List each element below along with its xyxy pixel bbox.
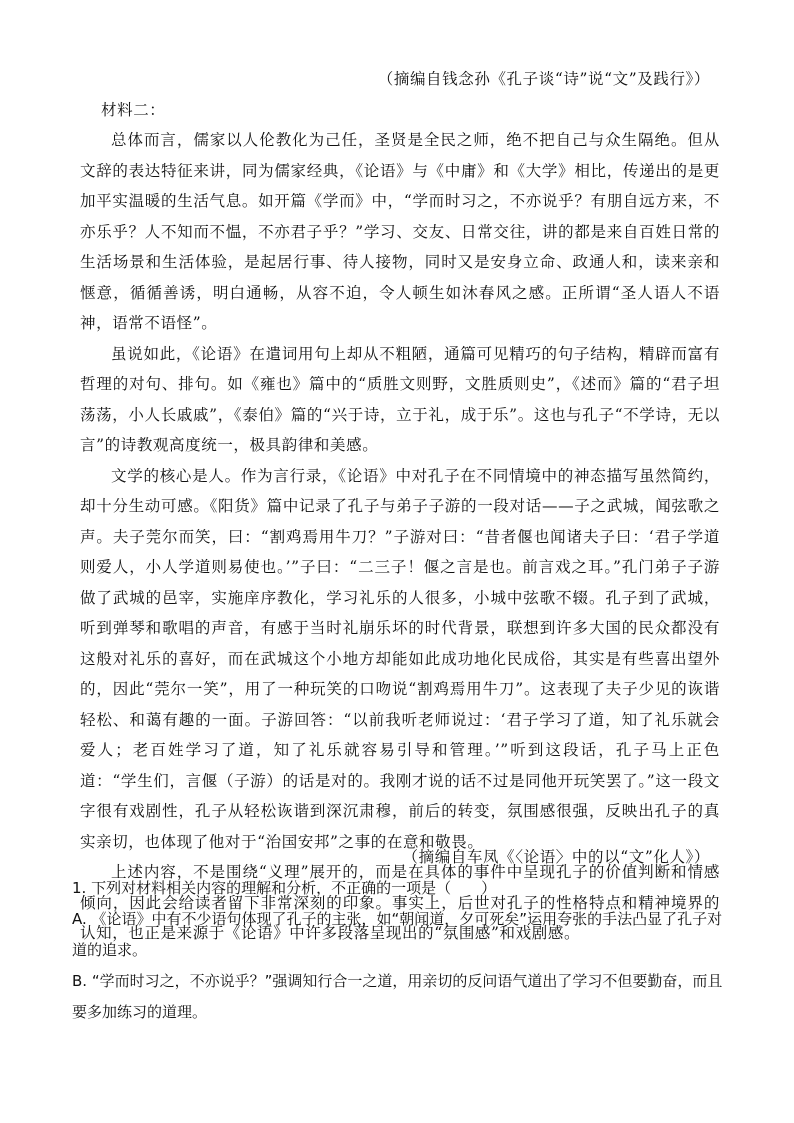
paragraph: 文学的核心是人。作为言行录，《论语》中对孔子在不同情境中的神态描写虽然简约，却十分生动可感。《阳货》篇中记录了孔子与弟子子游的一段对话——子之武城，闻弦歌之声。夫子莞尔而笑，曰：“割鸡焉用牛刀？”子游对曰：“昔者偃也闻诸夫子曰：‘君子学道则爱人，小人学道则易使也。’”子曰：“二三子！偃之言是也。前言戏之耳。”孔门弟子子游做了武城的邑宰，实施庠序教化，学习礼乐的人很多，小城中弦歌不辍。孔子到了武城，听到弹琴和歌唱的声音，有感于当时礼崩乐坏的时代背景，联想到许多大国的民众都没有这般对礼乐的喜好，而在武城这个小地方却能如此成功地化民成俗，其实是有些喜出望外的，因此“莞尔一笑”，用了一种玩笑的口吻说“割鸡焉用牛刀”。这表现了夫子少见的诙谐轻松、和蔼有趣的一面。子游回答：“以前我听老师说过：‘君子学习了道，知了礼乐就会爱人；老百姓学习了道，知了礼乐就容易引导和管理。’”听到这段话，孔子马上正色道：“学生们，言偃（子游）的话是对的。我刚才说的话不过是同他开玩笑罢了。”这一段文字很有戏剧性，孔子从轻松诙谐到深沉肃穆，前后的转变，氛围感很强，反映出孔子的真实亲切，也体现了他对于“治国安邦”之事的在意和敬畏。 [80,466,720,851]
source-citation-top: （摘编自钱念孙《孔子谈“诗”说“文”及践行》） [377,70,710,88]
option-b [72,966,728,1027]
source-citation-bottom: （摘编自车凤《〈论语〉中的以“文”化人》） [402,848,710,866]
paragraph: 上述内容，不是围绕“义理”展开的，而是在具体的事件中呈现孔子的价值判断和情感倾向，因此会给读者留下非常深刻的印象。事实上，后世对孔子的性格特点和精神境界的认知，也正是来源于《论语》中许多段落呈现出的“氛围感”和戏剧感。 [80,863,720,942]
paragraph: 虽说如此，《论语》在遣词用句上却从不粗陋，通篇可见精巧的句子结构，精辟而富有哲理的对句、排句。如《雍也》篇中的“质胜文则野，文胜质则史”，《述而》篇的“君子坦荡荡，小人长戚戚”，《泰伯》篇的“兴于诗，立于礼，成于乐”。这也与孔子“不学诗，无以言”的诗教观高度统一，极具韵律和美感。 [80,344,720,454]
option-a-text: A. 《论语》中有不少语句体现了孔子的主张，如“朝闻道，夕可死矣”运用夸张的手法凸显了孔子对道的追求。 [72,910,723,959]
option-b-text: B. “学而时习之，不亦说乎？”强调知行合一之道，用亲切的反问语气道出了学习不但要勤奋，而且要多加练习的道理。 [72,972,723,1021]
option-a [72,904,728,965]
material-label: 材料二： [101,101,166,119]
material-body [80,125,720,949]
paragraph: 总体而言，儒家以人伦教化为己任，圣贤是全民之师，绝不把自己与众生隔绝。但从文辞的表达特征来讲，同为儒家经典，《论语》与《中庸》和《大学》相比，传递出的是更加平实温暖的生活气息。如开篇《学而》中，“学而时习之，不亦说乎？有朋自远方来，不亦乐乎？人不知而不愠，不亦君子乎？”学习、交友、日常交往，讲的都是来自百姓日常的生活场景和生活体验，是起居行事、待人接物，同时又是安身立命、政通人和，读来亲和惬意，循循善诱，明白通畅，从容不迫，令人顿生如沐春风之感。正所谓“圣人语人不语神，语常不语怪”。 [80,131,720,332]
question-stem: 1. 下列对材料相关内容的理解和分析，不正确的一项是（ ） [72,879,497,897]
